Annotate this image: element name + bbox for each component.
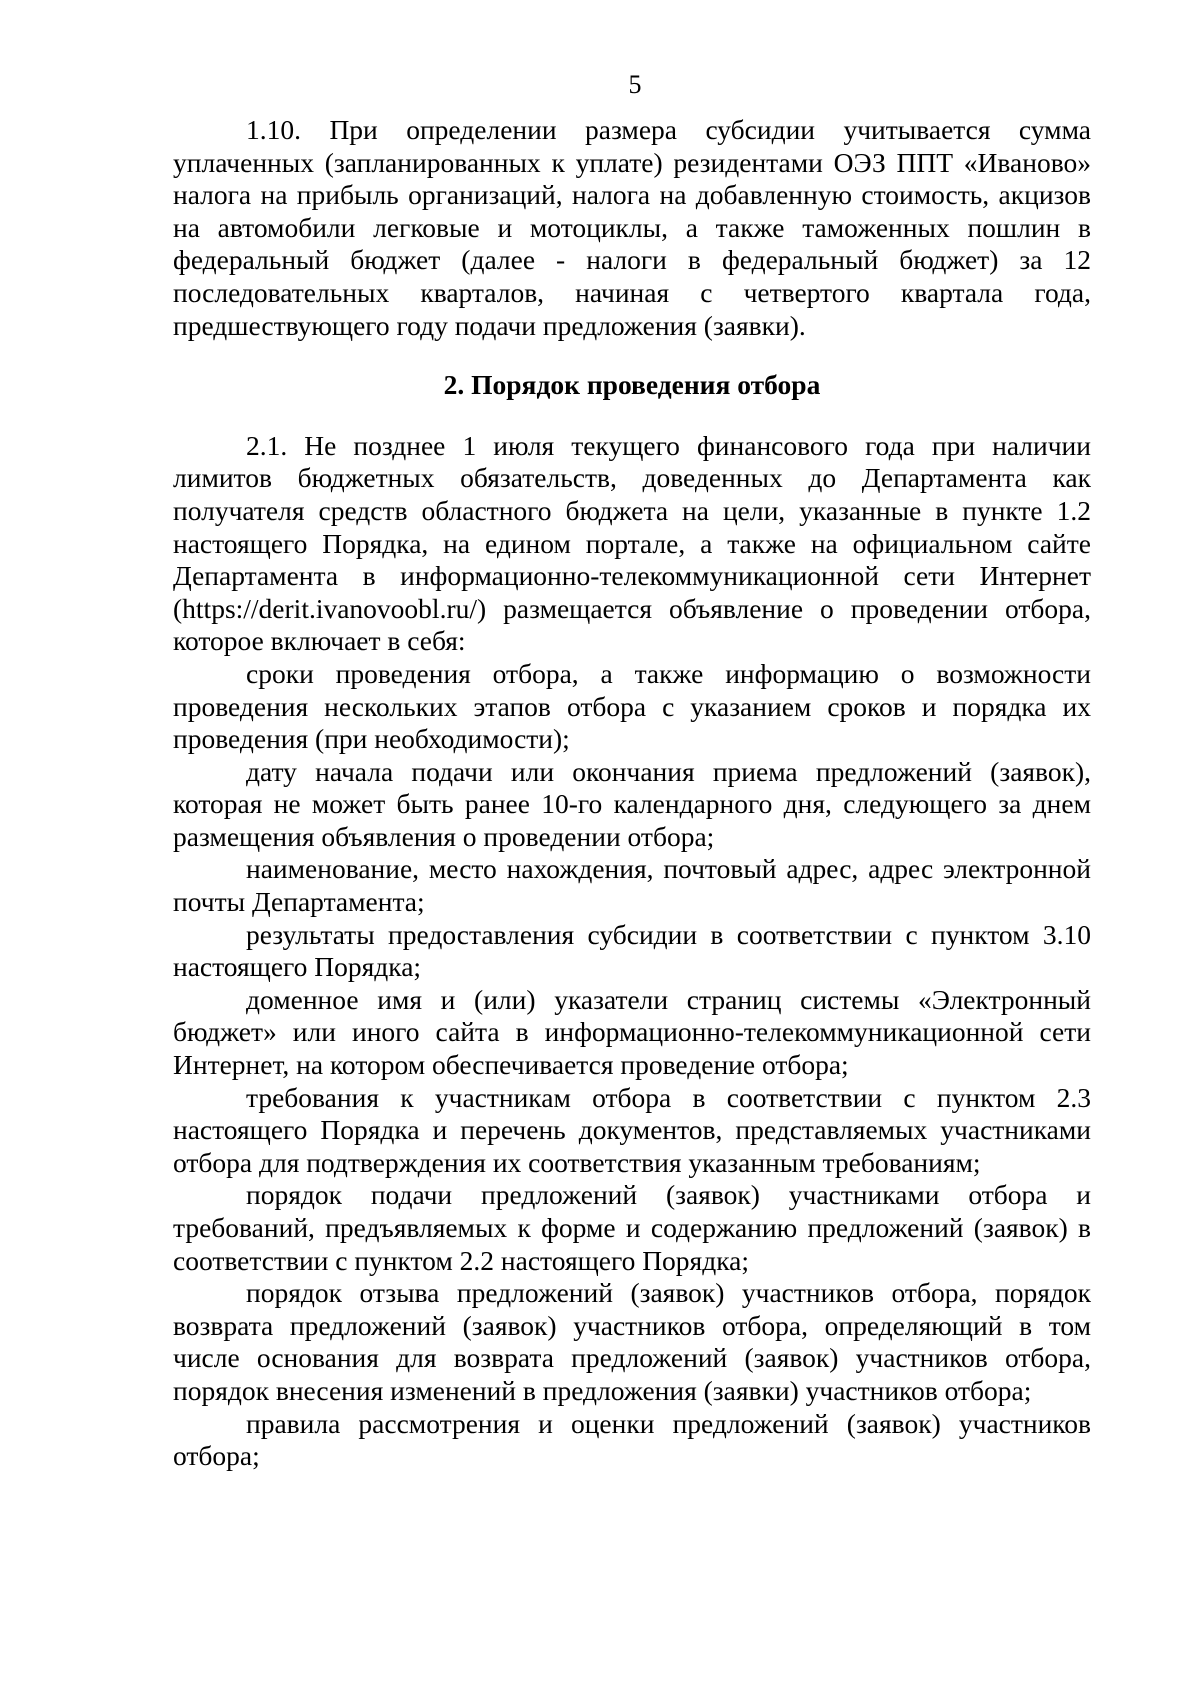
paragraph-1-10: 1.10. При определении размера субсидии учитывается сумма уплаченных (запланированных к уплате) резидентами ОЭЗ ППТ «Иваново» налога на прибыль организаций, налога на добавленную стоимость, акцизов на автомобили легковые и мотоциклы, а также таможенных пошлин в федеральный бюджет (далее - налоги в федеральный бюджет) за 12 последовательных кварталов, начиная с четвертого квартала года, предшествующего году подачи предложения (заявки). [173,114,1091,341]
paragraph-2-1: 2.1. Не позднее 1 июля текущего финансового года при наличии лимитов бюджетных обязательств, доведенных до Департамента как получателя средств областного бюджета на цели, указанные в пункте 1.2 настоящего Порядка, на едином портале, а также на официальном сайте Департамента в информационно-телекоммуникационной сети Интернет (https://derit.ivanovoobl.ru/) размещается объявление о проведении отбора, которое включает в себя: [173,429,1091,657]
list-item-results: результаты предоставления субсидии в соответствии с пунктом 3.10 настоящего Порядка; [173,918,1091,983]
list-item-dates: дату начала подачи или окончания приема предложений (заявок), которая не может быть ранее 10-го календарного дня, следующего за днем размещения объявления о проведении отбора; [173,755,1091,852]
section-heading: 2. Порядок проведения отбора [443,369,821,401]
list-item-evaluation: правила рассмотрения и оценки предложений (заявок) участников отбора; [173,1407,1091,1472]
page-number: 5 [628,70,642,99]
list-item-terms: сроки проведения отбора, а также информацию о возможности проведения нескольких этапов отбора с указанием сроков и порядка их проведения (при необходимости); [173,657,1091,755]
list-item-submission: порядок подачи предложений (заявок) участниками отбора и требований, предъявляемых к форме и содержанию предложений (заявок) в соответствии с пунктом 2.2 настоящего Порядка; [173,1179,1091,1276]
document-body [173,114,1091,1473]
list-item-address: наименование, место нахождения, почтовый адрес, адрес электронной почты Департамента; [173,853,1091,918]
list-item-requirements: требования к участникам отбора в соответствии с пунктом 2.3 настоящего Порядка и перечень документов, представляемых участниками отбора для подтверждения их соответствия указанным требованиям; [173,1081,1091,1178]
list-item-withdrawal: порядок отзыва предложений (заявок) участников отбора, порядок возврата предложений (заявок) участников отбора, определяющий в том числе основания для возврата предложений (заявок) участников отбора, порядок внесения изменений в предложения (заявки) участников отбора; [173,1277,1091,1406]
list-item-domain: доменное имя и (или) указатели страниц системы «Электронный бюджет» или иного сайта в информационно-телекоммуникационной сети Интернет, на котором обеспечивается проведение отбора; [173,983,1091,1081]
